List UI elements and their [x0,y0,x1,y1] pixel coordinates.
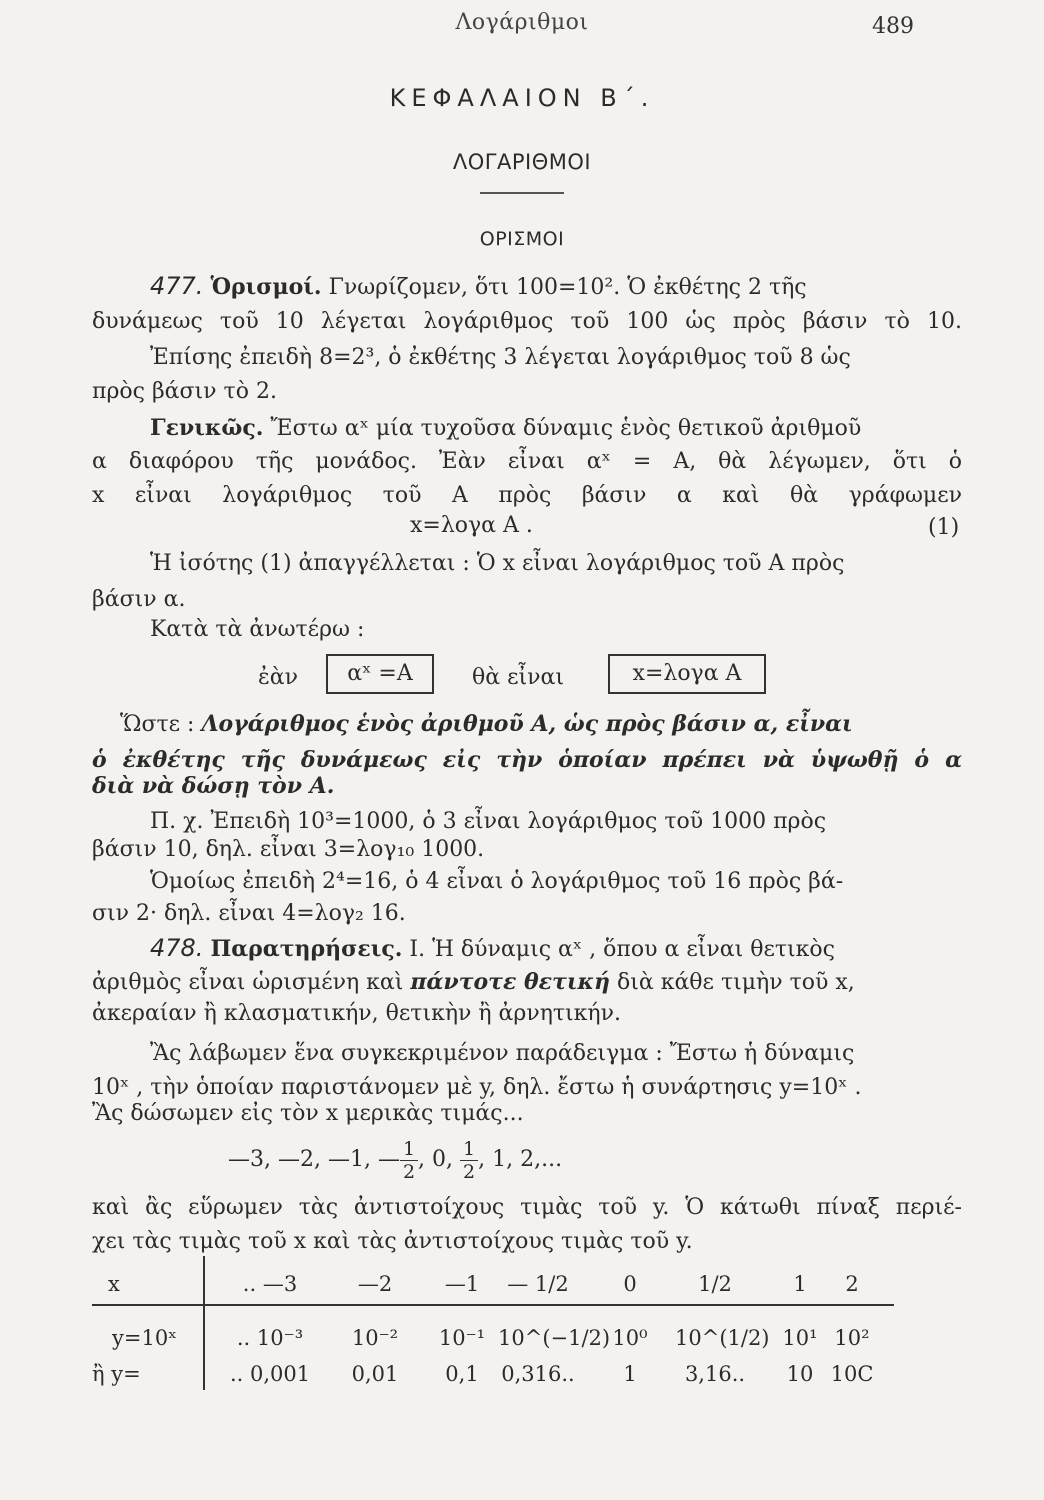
definition-text-1: Λογάριθμος ἑνὸς ἀριθμοῦ Α, ὡς πρὸς βάσιν α, εἶναι [201,711,853,737]
x-value-5: 1/2 [698,1272,732,1296]
x-value-2: —1 [444,1272,480,1296]
power-value-7: 10² [834,1326,870,1350]
sequence-part-b: , 0, [418,1147,454,1172]
box-log: x=λογα Α [608,654,766,694]
hence-word: Ὥστε : [120,712,195,737]
section-title: ΟΡΙΣΜΟΙ [479,228,565,250]
s477-text-1: Γνωρίζομεν, ὅτι 100=10². Ὁ ἐκθέτης 2 τῆς [328,275,807,300]
s478-line-5: 10ˣ , τὴν ὁποίαν παριστάνομεν μὲ y, δηλ. ἔστω ἡ συνάρτησις y=10ˣ . [92,1075,862,1100]
definition-line-3: διὰ νὰ δώσῃ τὸν Α. [92,773,335,799]
fraction-half [460,1138,478,1183]
x-value-4: 0 [623,1272,637,1296]
x-value-1: —2 [357,1272,393,1296]
page-number: 489 [872,14,914,39]
row-label-power: y=10ˣ [112,1326,178,1350]
table-label-rule [203,1256,205,1390]
s477-line-3: Ἐπίσης ἐπειδὴ 8=2³, ὁ ἐκθέτης 3 λέγεται λογάριθμος τοῦ 8 ὡς [150,345,851,370]
fraction-numerator: 1 [400,1138,418,1161]
s477-line-2: δυνάμεως τοῦ 10 λέγεται λογάριθμος τοῦ 100 ὡς πρὸς βάσιν τὸ 10. [92,309,962,334]
s478-line-6: Ἂς δώσωμεν εἰς τὸν x μερικὰς τιμάς... [92,1101,524,1126]
power-value-1: 10⁻² [351,1326,399,1350]
fraction-denominator: 2 [402,1160,416,1183]
general-label: Γενικῶς. [150,415,264,441]
s478-line-1 [150,934,962,964]
y-value-2: 0,1 [445,1362,479,1386]
s478-number: 478. [150,934,204,962]
s478-text-2a: ἀριθμὸς εἶναι ὡρισμένη καὶ [92,970,404,995]
s477-line-7: x εἶναι λογάριθμος τοῦ Α πρὸς βάσιν α καὶ θὰ γράφωμεν [92,483,962,508]
s478-line-7: καὶ ἂς εὕρωμεν τὰς ἀντιστοίχους τιμὰς τοῦ y. Ὁ κάτωθι πίναξ περιέ- [92,1195,962,1220]
sequence-part-a: —3, —2, —1, — [228,1147,400,1172]
formula-1: x=λογα Α . [410,513,533,538]
formula-1-tag: (1) [928,515,960,540]
power-value-4: 10⁰ [612,1326,648,1350]
example-line-2: βάσιν 10, δηλ. εἶναι 3=λογ₁₀ 1000. [92,837,485,862]
power-value-0: .. 10⁻³ [236,1326,304,1350]
x-value-7: 2 [845,1272,859,1296]
y-value-3: 0,316.. [501,1362,575,1386]
example-line-1: Π. χ. Ἐπειδὴ 10³=1000, ὁ 3 εἶναι λογάριθμος τοῦ 1000 πρὸς [150,809,827,834]
fraction-neg-half [400,1138,418,1183]
s478-line-2 [92,968,962,997]
x-value-3: — 1/2 [507,1272,569,1296]
fraction-denominator: 2 [463,1160,476,1183]
s477-heading: Ὁρισμοί. [210,274,322,300]
s477-number: 477. [150,272,204,300]
s478-line-8: χει τὰς τιμὰς τοῦ x καὶ τὰς ἀντιστοίχους τιμὰς τοῦ y. [92,1229,693,1254]
s477-line-4: πρὸς βάσιν τὸ 2. [92,379,277,404]
definition-line-1 [120,710,962,739]
fraction-numerator: 1 [460,1138,478,1161]
y-value-0: .. 0,001 [230,1362,311,1386]
definition-line-2: ὁ ἐκθέτης τῆς δυνάμεως εἰς τὴν ὁποίαν πρέπει νὰ ὑψωθῇ ὁ α [92,747,962,773]
s478-line-4: Ἂς λάβωμεν ἕνα συγκεκριμένον παράδειγμα : Ἔστω ἡ δύναμις [150,1041,855,1066]
power-value-5: 10^(1/2) [675,1326,770,1350]
y-value-6: 10 [786,1362,814,1386]
x-value-0: .. —3 [242,1272,298,1296]
row-label-x: x [108,1272,120,1296]
s477-line-6: α διαφόρου τῆς μονάδος. Ἐὰν εἶναι αˣ = Α, θὰ λέγωμεν, ὅτι ὁ [92,449,962,474]
power-value-2: 10⁻¹ [438,1326,486,1350]
s477-line-9: βάσιν α. [92,587,186,612]
title-rule [480,192,564,194]
if-word: ἐὰν [258,665,299,690]
row-label-value: ἢ y= [92,1362,141,1386]
s478-text-2c: διὰ κάθε τιμὴν τοῦ x, [616,970,855,995]
box-power: αˣ =Α [326,654,434,694]
s477-line-8: Ἡ ἰσότης (1) ἀπαγγέλλεται : Ὁ x εἶναι λογάριθμος τοῦ Α πρὸς [150,551,845,576]
running-title: Λογάριθμοι [455,10,589,35]
power-value-6: 10¹ [782,1326,818,1350]
power-value-3: 10^(−1/2) [498,1326,611,1350]
s477-line-10: Κατὰ τὰ ἀνωτέρω : [150,617,365,642]
s478-line-3: ἀκεραίαν ἢ κλασματικήν, θετικὴν ἢ ἀρνητικήν. [92,1001,621,1026]
example-line-4: σιν 2· δηλ. εἶναι 4=λογ₂ 16. [92,901,406,926]
then-word: θὰ εἶναι [472,665,564,690]
example-line-3: Ὁμοίως ἐπειδὴ 2⁴=16, ὁ 4 εἶναι ὁ λογάριθμος τοῦ 16 πρὸς βά- [150,869,844,894]
chapter-heading: ΚΕΦΑΛΑΙΟΝ Β΄. [389,84,655,112]
y-value-4: 1 [623,1362,637,1386]
s478-text-1: Ι. Ἡ δύναμις αˣ , ὅπου α εἶναι θετικὸς [409,937,835,962]
s477-text-5: Ἔστω αˣ μία τυχοῦσα δύναμις ἑνὸς θετικοῦ ἀριθμοῦ [270,416,862,441]
sequence-part-c: , 1, 2,... [478,1147,563,1172]
y-value-1: 0,01 [351,1362,399,1386]
s478-text-2b: πάντοτε θετική [410,969,610,995]
value-sequence [228,1136,928,1184]
s478-heading: Παρατηρήσεις. [210,936,403,962]
y-value-5: 3,16.. [684,1362,746,1386]
y-value-7: 10C [830,1362,874,1386]
s477-line-5 [150,414,962,443]
part-title: ΛΟΓΑΡΙΘΜΟΙ [452,150,592,174]
x-value-6: 1 [793,1272,807,1296]
s477-line-1 [150,272,962,302]
table-header-rule [92,1304,894,1306]
